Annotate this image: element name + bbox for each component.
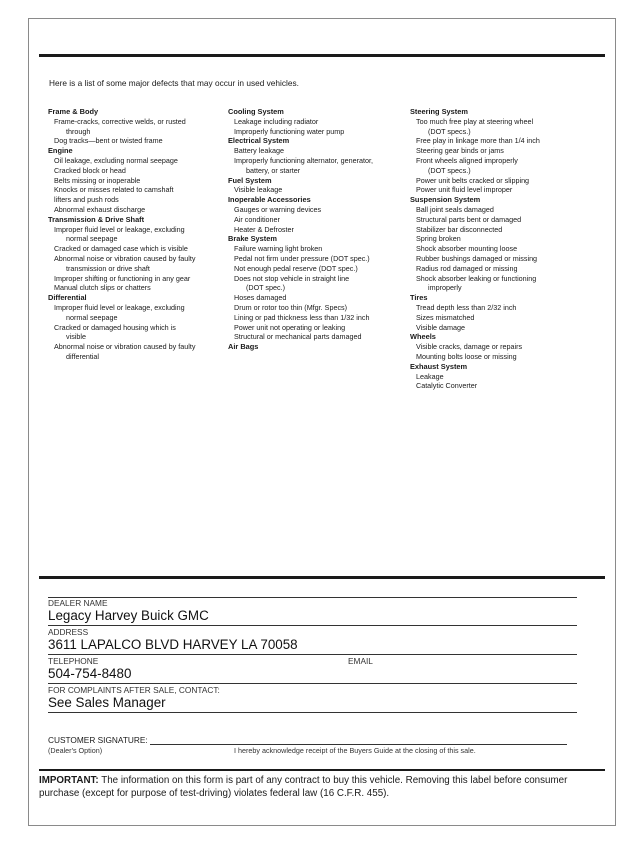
address-label: ADDRESS (48, 627, 89, 637)
defect-item (48, 342, 238, 362)
defect-section-title: Brake System (228, 234, 277, 244)
defect-item-text: Shock absorber leaking or functioning (416, 273, 537, 283)
defect-section-title: Cooling System (228, 107, 284, 116)
defect-item-text: Too much free play at steering wheel (416, 116, 534, 126)
defect-item-text: Cracked block or head (54, 165, 126, 175)
defect-item (228, 254, 408, 264)
defect-item-text: Not enough pedal reserve (DOT spec.) (234, 263, 358, 273)
defect-item (48, 225, 238, 245)
defect-item-text: Improperly functioning alternator, generator, (234, 155, 374, 165)
defect-item (410, 205, 595, 215)
defect-item-text: normal seepage (66, 234, 118, 244)
defect-section-title: Differential (48, 293, 87, 303)
defect-item-text: Failure warning light broken (234, 244, 323, 254)
defect-section (410, 362, 595, 391)
defect-item (410, 176, 595, 186)
defect-item-text: Frame-cracks, corrective welds, or rusted (54, 116, 186, 126)
defect-item-text: Manual clutch slips or chatters (54, 283, 151, 293)
defect-item-text: normal seepage (66, 312, 118, 322)
defect-item (228, 117, 408, 127)
defect-item (228, 146, 408, 156)
important-text: The information on this form is part of any contract to buy this vehicle. Removing this label before consumer purchase (except for purpose of test-driving) violates federal law (16 C.F.R. 455). (39, 775, 568, 799)
defect-item (410, 342, 595, 352)
defect-item-text: Power unit belts cracked or slipping (416, 175, 530, 185)
defect-section (410, 195, 595, 293)
defect-item (410, 313, 595, 323)
signature-line[interactable] (150, 736, 567, 745)
defect-item (228, 332, 408, 342)
defect-section-title: Engine (48, 146, 73, 156)
defect-section (228, 107, 408, 136)
complaints-field (48, 685, 577, 713)
dealer-name-label: DEALER NAME (48, 598, 108, 608)
defect-item-text: (DOT spec.) (246, 283, 286, 293)
defect-item (410, 136, 595, 146)
defect-section-title: Tires (410, 293, 428, 303)
defect-section (48, 107, 238, 146)
acknowledge-text: I hereby acknowledge receipt of the Buyers Guide at the closing of this sale. (234, 746, 476, 755)
defect-item-text: Dog tracks—bent or twisted frame (54, 136, 163, 146)
defect-item (410, 372, 595, 382)
defect-item (228, 156, 408, 176)
defects-intro: Here is a list of some major defects that may occur in used vehicles. (49, 78, 299, 88)
defect-item (48, 283, 238, 293)
defect-item-text: Does not stop vehicle in straight line (234, 273, 350, 283)
defects-column-3 (410, 107, 595, 391)
defect-item-text: Front wheels aligned improperly (416, 155, 518, 165)
defect-item (410, 117, 595, 137)
defect-section-title: Steering System (410, 107, 468, 116)
defect-item-text: Power unit fluid level improper (416, 185, 513, 195)
defect-section (48, 146, 238, 215)
defect-item-text: Radius rod damaged or missing (416, 263, 518, 273)
defect-item-text: Oil leakage, excluding normal seepage (54, 155, 178, 165)
defect-item-text: Battery leakage (234, 146, 284, 156)
section-rule (39, 576, 605, 579)
defect-item-text: Stabilizer bar disconnected (416, 224, 503, 234)
defect-item (228, 293, 408, 303)
complaints-value: See Sales Manager (48, 695, 577, 713)
defect-item-text: visible (66, 332, 86, 342)
defect-item-text: Cracked or damaged case which is visible (54, 244, 188, 254)
defect-item (410, 156, 595, 176)
defect-item (48, 244, 238, 254)
dealer-option-note: (Dealer's Option) (48, 746, 103, 755)
defect-section-title: Transmission & Drive Shaft (48, 214, 145, 224)
defect-item (410, 323, 595, 333)
defect-item (48, 274, 238, 284)
defect-item (228, 127, 408, 137)
defect-section-title: Frame & Body (48, 107, 99, 116)
defect-item-text: Shock absorber mounting loose (416, 244, 518, 254)
defect-section-title: Electrical System (228, 136, 290, 146)
defect-item (48, 205, 238, 215)
defect-section (410, 293, 595, 332)
defect-item (48, 185, 238, 195)
defect-item (48, 303, 238, 323)
defect-item-text: Drum or rotor too thin (Mfgr. Specs) (234, 302, 348, 312)
defect-item (410, 352, 595, 362)
defect-item (410, 303, 595, 313)
defect-item-text: Improperly functioning water pump (234, 126, 345, 136)
defect-item (228, 185, 408, 195)
defect-item (48, 176, 238, 186)
defect-item-text: battery, or starter (246, 165, 301, 175)
defect-item-text: Power unit not operating or leaking (234, 322, 346, 332)
defect-item (410, 215, 595, 225)
defect-item (48, 136, 238, 146)
defect-section (228, 195, 408, 234)
defect-section-title: Exhaust System (410, 361, 468, 371)
email-label: EMAIL (348, 656, 373, 666)
complaints-label: FOR COMPLAINTS AFTER SALE, CONTACT: (48, 685, 220, 695)
defect-item (48, 166, 238, 176)
defects-column-2 (228, 107, 408, 352)
defect-item-text: Rubber bushings damaged or missing (416, 253, 538, 263)
defect-item (228, 274, 408, 294)
defect-item (410, 254, 595, 264)
defect-item (410, 146, 595, 156)
defect-item-text: Structural parts bent or damaged (416, 214, 522, 224)
defect-item-text: (DOT specs.) (428, 126, 471, 136)
telephone-label: TELEPHONE (48, 656, 99, 666)
defect-item-text: Steering gear binds or jams (416, 146, 504, 156)
defect-item (228, 205, 408, 215)
defect-item-text: Abnormal exhaust discharge (54, 204, 146, 214)
defect-item (410, 381, 595, 391)
address-value: 3611 LAPALCO BLVD HARVEY LA 70058 (48, 637, 577, 655)
defect-item-text: (DOT specs.) (428, 165, 471, 175)
defect-item (410, 234, 595, 244)
defect-section (228, 234, 408, 342)
defect-item-text: Cracked or damaged housing which is (54, 322, 176, 332)
defect-item (410, 274, 595, 294)
important-label: IMPORTANT: (39, 775, 99, 786)
address-field (48, 627, 577, 655)
defect-section (410, 107, 595, 195)
defect-item-text: Air conditioner (234, 214, 280, 224)
defect-item (48, 156, 238, 166)
defect-section-title: Wheels (410, 332, 436, 342)
defect-item-text: Visible cracks, damage or repairs (416, 342, 523, 352)
defect-item-text: Free play in linkage more than 1/4 inch (416, 136, 540, 146)
defect-item (228, 264, 408, 274)
defect-item (410, 185, 595, 195)
defect-item (410, 225, 595, 235)
defect-item (228, 313, 408, 323)
telephone-field (48, 656, 577, 684)
defect-item-text: Visible damage (416, 322, 466, 332)
defect-item-text: differential (66, 351, 100, 361)
defect-section-title: Fuel System (228, 175, 272, 185)
dealer-name-value: Legacy Harvey Buick GMC (48, 608, 577, 626)
bottom-rule (39, 769, 605, 771)
defect-section (228, 342, 408, 352)
defect-item-text: Ball joint seals damaged (416, 204, 494, 214)
defect-item-text: Spring broken (416, 234, 461, 244)
defect-section (48, 293, 238, 362)
telephone-value: 504-754-8480 (48, 666, 577, 684)
important-notice (39, 775, 601, 800)
defect-item (48, 117, 238, 137)
defect-item-text: through (66, 126, 91, 136)
defect-section-title: Air Bags (228, 342, 259, 352)
defect-section (228, 136, 408, 175)
defect-item (228, 303, 408, 313)
signature-label: CUSTOMER SIGNATURE: (48, 735, 148, 745)
buyers-guide-page (28, 18, 616, 826)
dealer-name-field (48, 597, 577, 626)
defect-item-text: Leakage including radiator (234, 116, 319, 126)
defect-item (228, 215, 408, 225)
defect-item (48, 323, 238, 343)
defect-section-title: Inoperable Accessories (228, 195, 311, 205)
defect-item-text: Heater & Defroster (234, 224, 294, 234)
top-rule (39, 54, 605, 57)
defect-item (228, 244, 408, 254)
defect-item-text: Belts missing or inoperable (54, 175, 141, 185)
defect-item-text: Knocks or misses related to camshaft (54, 185, 174, 195)
defect-item-text: Leakage (416, 371, 444, 381)
defect-item-text: Catalytic Converter (416, 381, 478, 391)
defect-section (410, 332, 595, 361)
defects-column-1 (48, 107, 238, 362)
defect-item-text: Improper fluid level or leakage, excluding (54, 224, 185, 234)
defect-section (48, 215, 238, 293)
defect-item (410, 264, 595, 274)
defect-item-text: Sizes mismatched (416, 312, 475, 322)
defect-item-text: Mounting bolts loose or missing (416, 351, 517, 361)
defect-item (48, 195, 238, 205)
defect-section-title: Suspension System (410, 195, 481, 205)
defect-item-text: Improper fluid level or leakage, excluding (54, 302, 185, 312)
defect-item-text: Gauges or warning devices (234, 204, 322, 214)
defect-item (410, 244, 595, 254)
defect-item-text: lifters and push rods (54, 195, 119, 205)
defect-item (48, 254, 238, 274)
defect-item (228, 323, 408, 333)
defect-item-text: transmission or drive shaft (66, 263, 150, 273)
defect-section (228, 176, 408, 196)
defect-item-text: Pedal not firm under pressure (DOT spec.) (234, 253, 370, 263)
defect-item-text: Structural or mechanical parts damaged (234, 332, 362, 342)
defect-item-text: Visible leakage (234, 185, 283, 195)
defect-item (228, 225, 408, 235)
customer-signature-row (48, 735, 577, 745)
defect-item-text: Abnormal noise or vibration caused by faulty (54, 253, 196, 263)
defect-item-text: improperly (428, 283, 462, 293)
defect-item-text: Abnormal noise or vibration caused by faulty (54, 342, 196, 352)
defect-item-text: Tread depth less than 2/32 inch (416, 302, 517, 312)
defect-item-text: Lining or pad thickness less than 1/32 inch (234, 312, 370, 322)
defect-item-text: Hoses damaged (234, 293, 287, 303)
defect-item-text: Improper shifting or functioning in any gear (54, 273, 191, 283)
